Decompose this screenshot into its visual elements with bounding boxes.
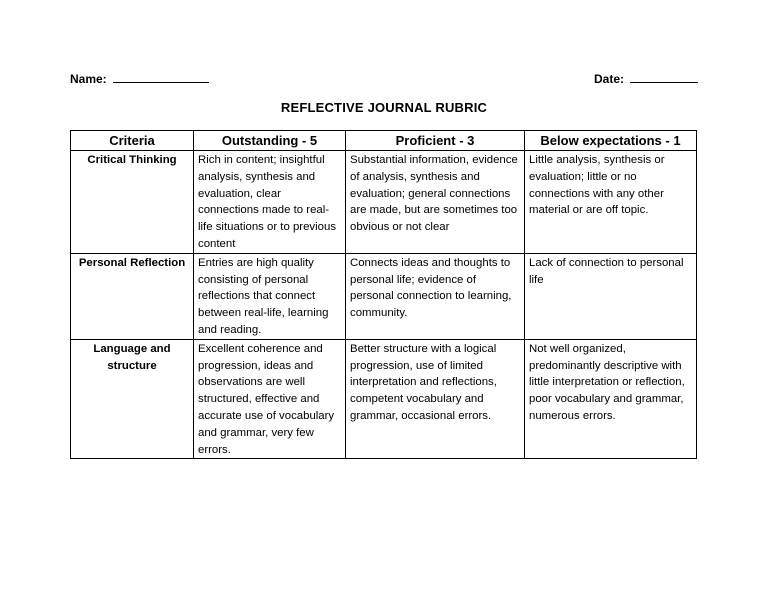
date-label: Date:: [594, 72, 625, 86]
table-row: [71, 151, 697, 254]
name-field[interactable]: [70, 71, 209, 86]
criteria-cell: Personal Reflection: [71, 253, 194, 339]
column-header-below: Below expectations - 1: [525, 131, 697, 151]
column-header-outstanding: Outstanding - 5: [194, 131, 346, 151]
document-title: REFLECTIVE JOURNAL RUBRIC: [280, 100, 488, 115]
criteria-cell: Critical Thinking: [71, 151, 194, 254]
date-blank-line[interactable]: [630, 71, 698, 83]
below-cell: Lack of connection to personal life: [525, 253, 697, 339]
header-row: [71, 131, 697, 151]
proficient-cell: Substantial information, evidence of analysis, synthesis and evaluation; general connections are made, but are sometimes too obvious or not clear: [346, 151, 525, 254]
name-label: Name:: [70, 72, 107, 86]
rubric-table: [70, 130, 697, 459]
outstanding-cell: Rich in content; insightful analysis, synthesis and evaluation, clear connections made to real-life situations or to previous content: [194, 151, 346, 254]
below-cell: Not well organized, predominantly descriptive with little interpretation or reflection, poor vocabulary and grammar, numerous errors.: [525, 339, 697, 459]
table-row: [71, 253, 697, 339]
name-blank-line[interactable]: [113, 71, 209, 83]
criteria-cell: Language and structure: [71, 339, 194, 459]
table-row: [71, 339, 697, 459]
date-field[interactable]: [594, 71, 698, 86]
outstanding-cell: Entries are high quality consisting of personal reflections that connect between real-life, learning and reading.: [194, 253, 346, 339]
below-cell: Little analysis, synthesis or evaluation; little or no connections with any other material or are off topic.: [525, 151, 697, 254]
column-header-criteria: Criteria: [71, 131, 194, 151]
column-header-proficient: Proficient - 3: [346, 131, 525, 151]
proficient-cell: Connects ideas and thoughts to personal life; evidence of personal connection to learning, community.: [346, 253, 525, 339]
proficient-cell: Better structure with a logical progression, use of limited interpretation and reflections, competent vocabulary and grammar, occasional errors.: [346, 339, 525, 459]
outstanding-cell: Excellent coherence and progression, ideas and observations are well structured, effective and accurate use of vocabulary and grammar, very few errors.: [194, 339, 346, 459]
